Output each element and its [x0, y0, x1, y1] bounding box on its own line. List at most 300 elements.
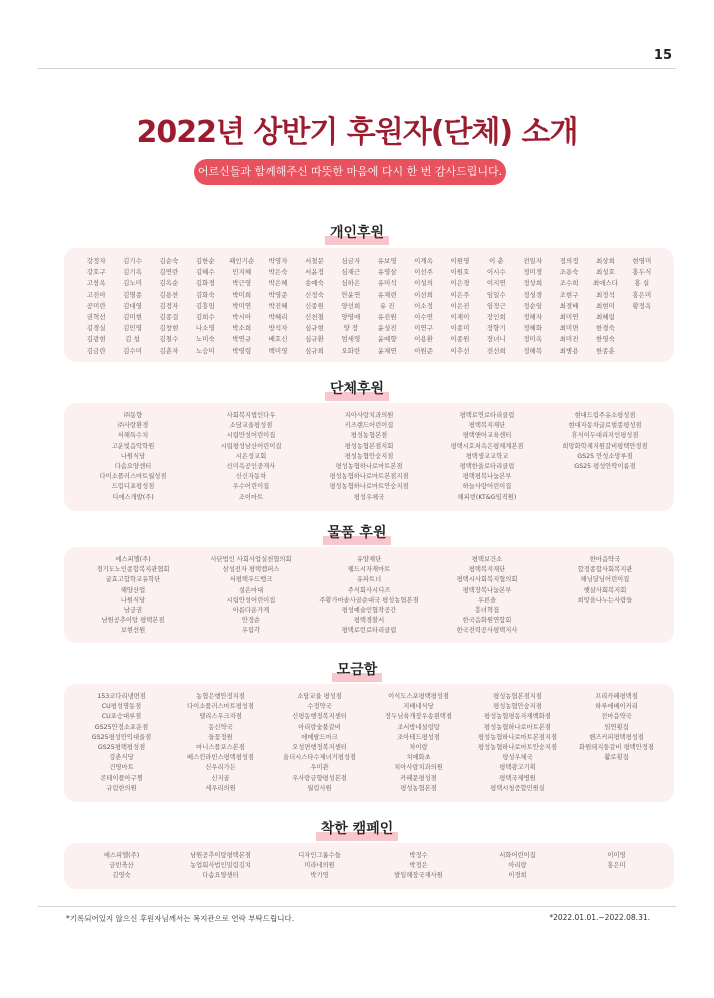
goods-donor-name: 보현선원: [120, 627, 146, 635]
goods-donor-name: 유파트너: [356, 576, 382, 584]
group-donor-name: 평택시호처속은평체계본점: [450, 442, 524, 450]
donor-name: 임일수: [486, 290, 506, 299]
fundraising-box-name: 전마음약국: [601, 713, 632, 721]
donor-name: 배호신: [268, 335, 288, 344]
donor-name: 심금자: [341, 257, 361, 265]
goods-donor-name: 합정종합사회복지관: [577, 566, 633, 574]
campaign-participant-name: [567, 871, 666, 881]
group-donor-name: 평성농협하나로마트본점: [335, 463, 403, 471]
group-donor-name: 나원식당: [120, 452, 146, 460]
campaign-participant-name-column: [171, 851, 270, 882]
fundraising-box-name: 월림사원: [307, 784, 332, 792]
group-donor-name: 사회복지법인다우: [226, 412, 276, 419]
donor-name: 이재이: [450, 313, 470, 322]
fundraising-box-name: 아리랑숯불갈비: [298, 723, 341, 731]
campaign-participant-name: 이경희: [508, 872, 527, 880]
fundraising-box-name: 소담교울 평성점: [297, 693, 342, 700]
campaign-participant-name: 박기영: [310, 872, 329, 880]
donor-name: 임정근: [486, 301, 506, 310]
donor-name: 최정석: [596, 290, 615, 299]
goods-donor-name: 남궁권: [123, 607, 143, 615]
fundraising-box-name: 평택국제병원: [499, 774, 536, 782]
donor-name: 유진원: [377, 313, 397, 322]
goods-donor-name: 굽효고합학교유학단: [105, 576, 161, 584]
donor-name: 한종훈: [596, 346, 615, 355]
donor-name: 이은경: [450, 279, 470, 288]
donor-name: 백미영: [268, 346, 288, 355]
group-donor-name: [546, 482, 664, 492]
campaign-participant-name: 금빈축산: [109, 862, 134, 870]
donor-name: 최현미: [596, 301, 615, 310]
fundraising-box-name: 치아사랑치과의원: [394, 764, 443, 772]
fundraising-box-name: [567, 784, 666, 794]
goods-donor-name: 한국전력공사평택지사: [456, 627, 518, 635]
donor-name: 고창옥: [86, 279, 106, 288]
donor-name: 윤재연: [377, 346, 397, 355]
goods-donor-name: [546, 626, 664, 636]
campaign-participant-name: 다솜요양센터: [202, 872, 239, 880]
fundraising-box-name: 베스킨라빈스평택평성점: [187, 754, 254, 762]
fundraising-box-name: 활로횟집: [604, 754, 629, 762]
fundraising-box-name: 델리스우크자점: [199, 713, 242, 721]
group-donor-name: 지아사랑치과의원: [344, 412, 394, 419]
campaign-participant-name: 아리랑: [508, 862, 527, 870]
group-donor-name: 평성농협본점지회: [344, 442, 394, 450]
group-donor-name-column: [546, 411, 664, 503]
donor-name: 서철문: [305, 257, 324, 265]
donor-name: 최미진: [559, 335, 579, 344]
donor-name: 방석자: [268, 324, 288, 333]
individual-donors-panel: [64, 248, 674, 362]
campaign-participant-name: 에스피엘(주): [103, 852, 140, 859]
donor-name-column: [296, 256, 332, 357]
donor-name: 이소정: [414, 301, 433, 310]
page-title: 2022년 상반기 후원자(단체) 소개: [136, 115, 578, 150]
donor-name-column: [333, 256, 369, 357]
donor-name: 안윤연: [341, 290, 361, 299]
donor-name: 정미경: [523, 268, 543, 277]
goods-donor-name: 나원식당: [120, 596, 146, 604]
donor-name: 전일자: [523, 257, 543, 265]
fundraising-box-name: 수정약국: [307, 703, 332, 711]
goods-donor-name: [546, 616, 664, 626]
donor-name-column: [551, 256, 587, 357]
campaign-participant-name-column: [567, 851, 666, 882]
campaign-participant-name-column: [468, 851, 567, 882]
goods-donor-name: 우른솔: [477, 596, 497, 604]
section-title-campaign: [0, 818, 714, 838]
fundraising-box-name-column: [369, 692, 468, 794]
goods-donor-name: 햇살사회복지회: [583, 586, 627, 594]
fundraising-box-name: 우사랑금향평성본점: [292, 774, 347, 782]
section-title-fundraising-text: 모금함: [335, 659, 380, 679]
fundraising-box-name: 농협은행안정지점: [196, 693, 245, 700]
group-donor-name-column: [310, 411, 428, 503]
section-title-individual: [0, 222, 714, 242]
donor-name: 정해자: [523, 313, 543, 322]
donor-name: 이은주: [450, 290, 470, 299]
donor-name: 윤예향: [377, 335, 397, 344]
fundraising-box-name: 들꽃정원: [208, 733, 233, 741]
donor-name: 신천철: [305, 313, 324, 322]
group-donor-name: 평성농협안숭지점: [344, 452, 394, 460]
donor-name: 이원준: [414, 346, 433, 355]
fundraising-box-name: 카페문평성점: [400, 774, 437, 782]
goods-donor-name: 주황가마솥사골순대국 평성농협본점: [319, 596, 419, 604]
donor-name: 김명종: [123, 290, 142, 299]
donor-name: 장향기: [486, 324, 506, 333]
fundraising-box-name: 신평동행정복지센터: [292, 713, 347, 721]
fundraising-box-name-column: [171, 692, 270, 794]
donor-name-column: [260, 256, 296, 357]
section-title-individual-text: 개인후원: [328, 222, 386, 242]
donor-name: 김흥임: [195, 301, 215, 310]
donor-name: 정상희: [523, 279, 543, 288]
donor-name: 이은진: [450, 301, 470, 310]
donor-name: 김민영: [123, 324, 142, 333]
group-donor-name: 평택평복나눔본부: [462, 473, 512, 481]
group-donor-name: 평택한울로타리클럽: [459, 463, 515, 471]
fundraising-box-name: 평성농협본점지점: [493, 693, 542, 700]
donor-name: 이종미: [450, 324, 470, 333]
donor-name: 김노미: [123, 279, 142, 288]
donor-name: 엄세영: [341, 335, 361, 344]
donor-name: 유영삼: [377, 268, 397, 277]
donor-name: [624, 334, 660, 345]
donor-name: 박혜리: [268, 313, 288, 322]
fundraising-box-name: 지배네식당: [403, 703, 434, 711]
goods-donor-name: 한국음화원연합회: [462, 617, 512, 625]
donor-name: 김철수: [159, 335, 179, 344]
donor-name: 나소영: [195, 324, 215, 333]
goods-donor-name: 우림각: [241, 627, 261, 635]
donor-name: 김연란: [159, 268, 179, 277]
fundraising-box-name: 프리카페평택점: [595, 693, 638, 700]
group-donor-name: 시립만성어린이집: [226, 432, 276, 440]
goods-donor-name-column: [192, 555, 310, 637]
donor-name: 김종걸: [159, 313, 179, 322]
donor-name-column: [478, 256, 514, 357]
goods-donor-name-column: [310, 555, 428, 637]
donor-name: 김 섭: [125, 335, 140, 344]
donor-name: 최상희: [596, 257, 615, 265]
group-donor-name: 다솜요양센터: [114, 463, 152, 471]
fundraising-box-name-column: [468, 692, 567, 794]
donor-name: 심규환: [305, 335, 324, 344]
donor-name: 김금란: [86, 346, 106, 355]
fundraising-box-name: 우미관: [310, 764, 329, 772]
group-donor-name: 희망화학재지원갈비평택안정점: [562, 442, 648, 450]
group-donor-name: 신신자동차: [235, 473, 267, 481]
campaign-participant-name-column: [72, 851, 171, 882]
fundraising-box-name: 오성면행정복지센터: [292, 744, 347, 752]
group-donor-name: 시온성교회: [235, 452, 267, 460]
group-donor-name: 신미옥공인중개사: [226, 463, 276, 471]
goods-donor-name: 시립안성어린이집: [226, 596, 276, 604]
campaign-participant-name: 김영숙: [112, 872, 131, 880]
donor-name-column: [151, 256, 187, 357]
fundraising-box-name: 평성농협평동자재백화점: [484, 713, 551, 721]
donor-name: 박미연: [232, 301, 252, 310]
fundraising-box-name: 평택광고기획: [499, 764, 536, 772]
goods-donor-name: 경기도노인종합복지관협회: [96, 566, 170, 574]
donor-name: 이원호: [450, 268, 470, 277]
donor-name: 이계옥: [414, 257, 433, 265]
donor-name: 박영령: [232, 346, 252, 355]
fundraising-box-name: 조서방네설렁탕: [397, 723, 440, 731]
donor-name: 김혜수: [195, 268, 215, 277]
section-title-goods-text: 물품 후원: [326, 522, 389, 542]
donor-name: 서윤정: [305, 268, 324, 277]
donor-name: 김용찬: [159, 290, 179, 299]
donor-name: 조수희: [559, 279, 579, 288]
donor-name-column: [224, 256, 260, 357]
fundraising-box-panel: [64, 684, 674, 802]
donor-name: 김정자: [159, 301, 179, 310]
campaign-participant-name: 이미영: [607, 852, 626, 859]
donor-name: [624, 323, 660, 334]
donor-name: 김경실: [86, 324, 106, 333]
donor-name: 홍 실: [634, 279, 650, 288]
donor-name: 송예숙: [305, 279, 324, 288]
donor-name: 장인희: [486, 313, 506, 322]
section-title-goods: [0, 522, 714, 542]
donor-name: 현영미: [632, 257, 652, 265]
fundraising-box-name: [567, 774, 666, 784]
donor-name: 이수연: [414, 313, 433, 322]
campaign-participant-name-column: [270, 851, 369, 882]
donor-name-column: [405, 256, 441, 357]
donor-name-column: [442, 256, 478, 357]
donor-name: 윤성진: [377, 324, 397, 333]
donor-name: 양 장: [343, 324, 359, 333]
fundraising-box-name: 세우리의원: [205, 784, 236, 792]
group-donor-name: GS25 안성소망루점: [577, 452, 633, 460]
footnote-contact: *기록되어있지 않으신 후원자님께서는 복지관으로 연락 부탁드립니다.: [66, 914, 295, 923]
fundraising-box-name: 조아테드평성점: [397, 733, 440, 741]
donor-name: 김화경: [195, 279, 215, 288]
group-donor-name: 현대자동차글로벌종평성점: [568, 422, 642, 430]
campaign-participant-name: 홍은미: [607, 862, 626, 870]
donor-name: 홍두식: [632, 268, 652, 277]
group-donor-name: [546, 472, 664, 482]
donor-name-column: [369, 256, 405, 357]
fundraising-box-name: [567, 763, 666, 773]
donor-name: 정의정: [559, 257, 579, 265]
fundraising-box-name: 건영마트: [109, 764, 134, 772]
group-donor-name: 휴식이두대리지인평성점: [571, 432, 639, 440]
donor-name: 김미현: [123, 313, 142, 322]
goods-donor-name: 설온마대: [238, 586, 264, 594]
donor-name: 권혁선: [86, 313, 106, 322]
fundraising-box-name: 차이랑: [409, 744, 428, 752]
goods-donor-name: 평택장복나눔본부: [462, 586, 512, 594]
donor-name: 박영준: [268, 290, 288, 299]
donor-name: 홍은미: [632, 290, 652, 299]
group-donor-name: 소담교울평성점: [229, 422, 273, 430]
donor-name: 유 진: [379, 301, 395, 310]
fundraising-box-name: 동신약국: [208, 723, 233, 731]
donor-name: 박영자: [268, 257, 288, 265]
group-donor-name: [546, 493, 664, 503]
goods-donor-name: 아름다운가게: [232, 607, 270, 615]
fundraising-box-name: 이식도스포평택평성점: [388, 693, 449, 700]
donor-name: 패인기순: [229, 257, 255, 265]
donor-name: 최애스다: [592, 279, 618, 288]
donor-name: 황정옥: [632, 301, 652, 310]
donor-name: 조용숙: [559, 268, 579, 277]
goods-donor-name: 에스피엘(주): [115, 556, 151, 563]
goods-donor-name: 평성예술인협작공간: [341, 607, 397, 615]
subtitle-banner: 어르신들과 함께해주신 따뜻한 마음에 다시 한 번 감사드립니다.: [194, 159, 506, 185]
goods-donor-name: 안정순: [241, 617, 261, 625]
group-donor-name: 평성농협하나로마트본점지점: [329, 473, 409, 481]
group-donor-name: 해피빈(KT&G임직원): [457, 493, 517, 501]
goods-donor-name: 흥녀혁집: [474, 607, 500, 615]
donor-name: 이종원: [450, 335, 470, 344]
fundraising-box-name: 153코다리냉면점: [97, 693, 146, 700]
section-title-campaign-text: 착한 캠페인: [319, 818, 396, 838]
donor-name: 최병용: [559, 346, 579, 355]
fundraising-box-name: 올더시스타수제녀거평성점: [283, 754, 356, 762]
campaign-participant-name: 박정수: [409, 852, 428, 859]
group-donor-name: 드림디포평성점: [111, 483, 155, 491]
group-donor-name: 평택복지재단: [468, 422, 506, 430]
donor-name: 이선주: [414, 268, 433, 277]
donor-name: 양선희: [341, 301, 361, 310]
fundraising-box-name-column: [270, 692, 369, 794]
donor-name-column: [515, 256, 551, 357]
campaign-participant-name: 박정은: [409, 862, 428, 870]
fundraising-box-name: 평성농협본점: [400, 784, 437, 792]
fundraising-box-name: CU평성명동점: [101, 703, 142, 711]
campaign-participant-name: 농업회사법인밀림김치: [190, 862, 251, 870]
donor-name: 한경숙: [596, 324, 615, 333]
top-divider: [38, 68, 676, 69]
donor-name: 이추선: [450, 346, 470, 355]
fundraising-box-name: 평성농협하나로마트본점지점: [477, 733, 558, 741]
donor-name: 최혜림: [596, 313, 615, 322]
fundraising-box-name-column: [567, 692, 666, 794]
donor-name: 이용환: [414, 335, 433, 344]
donor-name: 신종원: [305, 301, 324, 310]
goods-donor-name: 평택복지재단: [468, 566, 506, 574]
goods-donor-name: 평택경찰서: [353, 617, 385, 625]
section-title-groups: [0, 378, 714, 398]
fundraising-box-name: 평성농협하나로마트안숭지점: [477, 744, 558, 752]
donor-name: 유보영: [377, 257, 397, 265]
goods-donor-name: 평택로런로타리클럽: [341, 627, 397, 635]
bottom-divider: [38, 906, 676, 907]
donor-name: 한영숙: [596, 335, 615, 344]
page-number: 15: [653, 48, 672, 63]
goods-donor-name: 유양재단: [356, 556, 382, 563]
goods-donor-name: 주식회사시디즈: [347, 586, 391, 594]
goods-donor-name: 해양산업: [120, 586, 146, 594]
donor-name: 박연규: [232, 335, 252, 344]
group-donor-name: 평택앤어교육센터: [462, 432, 512, 440]
donor-name: 김광현: [86, 335, 106, 344]
group-donor-name: 평택생교교학교: [465, 452, 509, 460]
goods-donors-panel: [64, 547, 674, 643]
donor-name: 이성의: [414, 279, 433, 288]
group-donor-name: 평성농협하나로마트안숭지점: [329, 483, 409, 491]
group-donor-name: 평성우체국: [353, 493, 385, 501]
donor-name: 유재련: [377, 290, 397, 299]
fundraising-box-name: CU포승대루점: [101, 713, 142, 721]
donor-name: 김희수: [195, 313, 215, 322]
group-donor-name: 우수어린이집: [232, 483, 270, 491]
fundraising-box-name: 치예화초: [406, 754, 431, 762]
goods-donor-name-column: [546, 555, 664, 637]
donor-name: 김대영: [123, 301, 142, 310]
donor-name: [624, 346, 660, 357]
donor-name: 박시아: [232, 313, 252, 322]
donor-name: 정혜화: [523, 324, 543, 333]
footnote-period: *2022.01.01.~2022.08.31.: [549, 913, 650, 922]
donor-name-column: [187, 256, 223, 357]
fundraising-box-name: 신지골: [211, 774, 230, 782]
donor-name: 장녀니: [486, 335, 506, 344]
donor-name-column: [78, 256, 114, 357]
group-donor-name: 디에스개발(주): [112, 493, 154, 501]
donor-name: 최성호: [596, 268, 615, 277]
donor-name: 전선희: [486, 346, 506, 355]
donor-name: 박소희: [232, 324, 252, 333]
donor-name: 박미희: [232, 290, 252, 299]
campaign-participant-name: 미라네의원: [304, 862, 335, 870]
group-donor-name: 키즈랜드어린이집: [344, 422, 394, 430]
donor-name: 김옥순: [159, 279, 179, 288]
group-donor-name: 조이마트: [238, 493, 264, 501]
fundraising-box-name: 콘테이플아구찜: [100, 774, 143, 782]
donor-name: 이선희: [414, 290, 433, 299]
goods-donor-name: [546, 606, 664, 616]
donor-name: 박은숙: [268, 268, 288, 277]
donor-name: [624, 312, 660, 323]
goods-donor-name: 사단법인 사회사업실천협의회: [210, 556, 292, 563]
group-donor-name-column: [428, 411, 546, 503]
donor-name: 심재근: [341, 268, 361, 277]
fundraising-box-name: GS25평택평성점: [97, 744, 146, 752]
fundraising-box-name: 규림한의원: [106, 784, 137, 792]
campaign-participant-name: 발일해장국재사원: [394, 872, 443, 880]
group-donor-name: ㈜동향: [123, 412, 143, 419]
goods-donor-name: 서평택우드뱅크: [229, 576, 273, 584]
donor-name: 강정자: [86, 257, 106, 265]
fundraising-box-name-column: [72, 692, 171, 794]
group-donor-name: 평성농협본점: [350, 432, 388, 440]
group-donor-name-column: [74, 411, 192, 503]
donor-name: 김기수: [123, 257, 142, 265]
goods-donor-name: 남원공추이탕 평택본점: [101, 617, 165, 625]
fundraising-box-name: 강촌식당: [109, 754, 134, 762]
donor-name: 이원영: [450, 257, 470, 265]
donor-name-column: [114, 256, 150, 357]
donor-name: 최경배: [559, 301, 579, 310]
fundraising-box-name: 평성농협안숭지점: [493, 703, 542, 711]
fundraising-box-name: 에메랄드마크: [301, 733, 338, 741]
fundraising-box-name: GS25평성안익대울점: [91, 733, 152, 741]
group-donor-name: 서해특수치: [117, 432, 149, 440]
goods-donor-name: 평택시사회복지협의회: [456, 576, 518, 584]
donor-name: 박근영: [232, 279, 252, 288]
donor-name-column: [624, 256, 660, 357]
donor-name: 박은혜: [268, 279, 288, 288]
donor-name: 공미란: [86, 301, 106, 310]
campaign-participant-name: 서화어린이집: [499, 852, 536, 859]
donor-name: 노미숙: [195, 335, 215, 344]
